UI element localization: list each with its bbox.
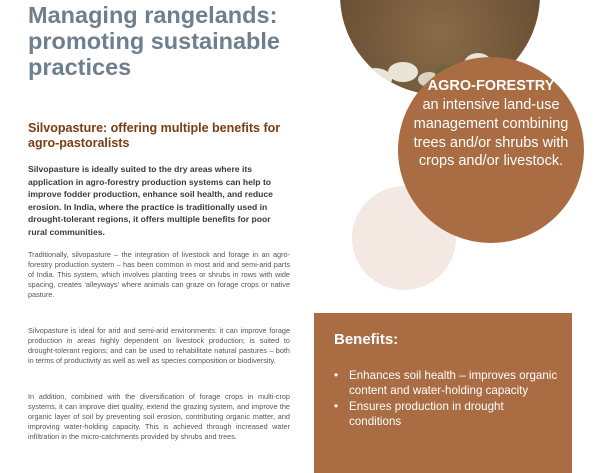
agro-forestry-callout [398,57,584,243]
section-subtitle: Silvopasture: offering multiple benefits for agro-pastoralists [28,121,281,150]
body-paragraph: Traditionally, silvopasture – the integration of livestock and forage in an agro-forestry production system – has been common in most arid and semi-arid parts of India. This system, which involves planting trees or shrubs in rows with wide spacing, creates ‘alleyways’ where animals can graze on forage crops or native pasture. [28,250,290,300]
body-paragraph: Silvopasture is ideal for arid and semi-arid environments: it can improve forage production in areas highly dependent on livestock production; is suited to drought-tolerant regions; and can be used to rehabilitate natural pastures – both in terms of productivity as well as well as species composition or biodiversity. [28,326,290,366]
sheep-shape [358,68,392,90]
body-paragraph: In addition, combined with the diversification of forage crops in multi-crop systems, it can improve diet quality, extend the grazing system, and improve the organic layer of soil by preventing soil erosion, contributing organic matter, and improving water-holding capacity. This is achieved through increased water infiltration in the micro-catchments provided by shrubs and trees. [28,392,290,442]
callout-title: AGRO-FORESTRY [427,78,555,94]
benefits-list [334,369,558,431]
benefit-text: Ensures production in drought conditions [349,400,504,428]
callout-description: an intensive land-use management combining trees and/or shrubs with crops and/or livestock. [413,97,569,170]
list-item [334,369,558,398]
benefit-text: Enhances soil health – improves organic content and water-holding capacity [349,369,558,397]
benefits-box [314,313,572,473]
shrub-shape [340,45,360,75]
lead-paragraph: Silvopasture is ideally suited to the dry areas where its application in agro-forestry production systems can help to improve fodder production, enhance soil health, and reduce erosion. In India, where the practice is traditionally used in drought-tolerant regions, it offers multiple benefits for poor rural communities. [28,164,273,237]
bullet-icon: • [334,400,339,414]
benefits-title: Benefits: [334,331,399,348]
list-item [334,400,558,429]
bullet-icon: • [334,369,339,382]
page-title: Managing rangelands: promoting sustainable practices [28,2,280,80]
